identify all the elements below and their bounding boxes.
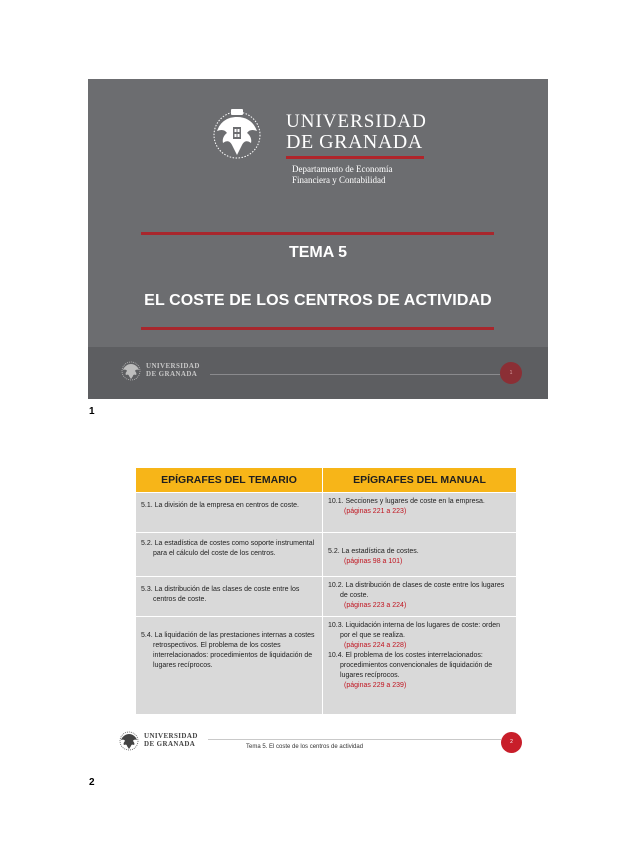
temario-entry: 5.4. La liquidación de las prestaciones internas a costes retrospectivos. El problema de los costes interrelacionados: procedimientos de liquidación de lugares recíprocos. xyxy=(141,632,315,669)
manual-entry: 10.2. La distribución de clases de coste entre los lugares de coste. xyxy=(328,582,505,599)
divider-top xyxy=(141,232,494,235)
footer-caption: Tema 5. El coste de los centros de actividad xyxy=(246,744,364,750)
footer-university-name xyxy=(144,732,198,748)
university-crest-icon xyxy=(121,359,141,381)
footer-line xyxy=(208,739,501,740)
temario-entry: 5.3. La distribución de las clases de coste entre los centros de coste. xyxy=(141,586,300,603)
tema-title: TEMA 5 xyxy=(288,244,348,261)
table-row xyxy=(136,617,517,715)
university-crest-icon xyxy=(119,729,139,751)
footer-university-line2: DE GRANADA xyxy=(144,740,196,748)
table-row xyxy=(136,533,517,577)
manual-entry: 10.4. El problema de los costes interrelacionados: procedimientos convencionales de liquidación de lugares recíprocos. xyxy=(328,652,493,679)
table-row xyxy=(136,493,517,533)
manual-pages: (páginas 229 a 239) xyxy=(344,682,407,689)
footer-university-line1: UNIVERSIDAD xyxy=(146,362,200,370)
title-slide xyxy=(88,79,548,399)
manual-cell xyxy=(323,533,517,577)
footer-university-name xyxy=(146,362,200,378)
footer-university-line2: DE GRANADA xyxy=(146,370,198,378)
content-slide xyxy=(88,446,548,766)
manual-pages: (páginas 224 a 228) xyxy=(344,642,407,649)
temario-cell xyxy=(136,577,323,617)
university-underline xyxy=(286,156,424,159)
department-line2: Financiera y Contabilidad xyxy=(292,175,386,185)
slide-page-badge: 2 xyxy=(501,732,522,753)
temario-cell xyxy=(136,617,323,715)
header-temario: EPÍGRAFES DEL TEMARIO xyxy=(136,468,323,493)
university-crest-icon xyxy=(212,105,262,161)
slide-page-badge: 1 xyxy=(500,362,522,384)
footer-line xyxy=(210,374,500,375)
manual-cell xyxy=(323,617,517,715)
university-name xyxy=(286,112,427,152)
table-header-row xyxy=(136,468,517,493)
temario-entry: 5.2. La estadística de costes como soporte instrumental para el cálculo del coste de los centros. xyxy=(141,540,315,557)
university-name-line2: DE GRANADA xyxy=(286,131,423,153)
manual-pages: (páginas 221 a 223) xyxy=(344,508,407,515)
page-number-2: 2 xyxy=(89,777,95,788)
manual-entry: 5.2. La estadística de costes. xyxy=(328,548,419,555)
manual-cell xyxy=(323,493,517,533)
manual-pages: (páginas 223 a 224) xyxy=(344,602,407,609)
temario-cell xyxy=(136,493,323,533)
university-name-line1: UNIVERSIDAD xyxy=(286,111,427,132)
subject-title: EL COSTE DE LOS CENTROS DE ACTIVIDAD xyxy=(144,292,492,309)
epigrafes-table xyxy=(135,467,517,715)
manual-pages: (páginas 98 a 101) xyxy=(344,558,403,565)
table-row xyxy=(136,577,517,617)
temario-entry: 5.1. La división de la empresa en centros de coste. xyxy=(141,502,299,509)
department-line1: Departamento de Economía xyxy=(292,164,393,174)
divider-bottom xyxy=(141,327,494,330)
temario-cell xyxy=(136,533,323,577)
page-number-1: 1 xyxy=(89,406,95,417)
manual-entry: 10.1. Secciones y lugares de coste en la empresa. xyxy=(328,498,485,505)
manual-cell xyxy=(323,577,517,617)
department-name xyxy=(292,164,392,186)
manual-entry: 10.3. Liquidación interna de los lugares de coste: orden por el que se realiza. xyxy=(328,622,501,639)
footer-university-line1: UNIVERSIDAD xyxy=(144,732,198,740)
header-manual: EPÍGRAFES DEL MANUAL xyxy=(323,468,517,493)
